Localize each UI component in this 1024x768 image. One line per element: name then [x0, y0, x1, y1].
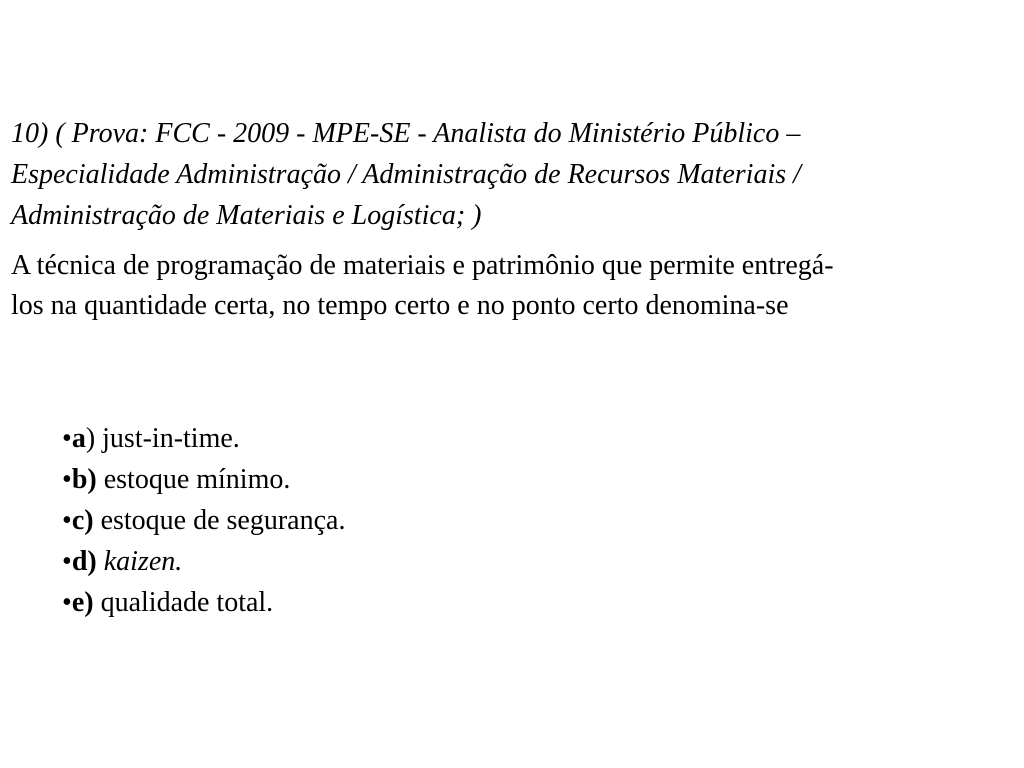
option-letter: a [71, 423, 86, 454]
answer-option-b [62, 459, 345, 500]
option-text: estoque mínimo. [96, 464, 291, 495]
option-suffix: ) [84, 505, 94, 536]
bullet: • [62, 546, 72, 577]
option-text: qualidade total. [93, 587, 274, 618]
question-header-line: Administração de Materiais e Logística; ) [11, 200, 482, 231]
option-text: kaizen. [96, 546, 183, 577]
option-suffix: ) [85, 423, 96, 454]
answer-options [62, 418, 345, 623]
question-statement-line: A técnica de programação de materiais e patrimônio que permite entregá- [11, 250, 834, 281]
option-suffix: ) [84, 587, 94, 618]
option-letter: e [71, 587, 85, 618]
answer-option-d [62, 541, 345, 582]
option-letter: c [71, 505, 85, 536]
answer-option-c [62, 500, 345, 541]
option-suffix: ) [87, 464, 97, 495]
bullet: • [62, 587, 72, 618]
question-statement-line: los na quantidade certa, no tempo certo e no ponto certo denomina-se [11, 290, 789, 321]
question-header-line: Especialidade Administração / Administração de Recursos Materiais / [11, 159, 801, 190]
option-text: estoque de segurança. [93, 505, 346, 536]
bullet: • [62, 423, 72, 454]
answer-option-a [62, 418, 345, 459]
answer-option-e [62, 582, 345, 623]
bullet: • [62, 505, 72, 536]
question-statement [11, 246, 1021, 326]
question-header [11, 113, 1016, 236]
option-suffix: ) [87, 546, 97, 577]
option-text: just-in-time. [95, 423, 240, 454]
bullet: • [62, 464, 72, 495]
option-letter: d [71, 546, 88, 577]
question-header-line: 10) ( Prova: FCC - 2009 - MPE-SE - Analista do Ministério Público – [11, 118, 801, 149]
option-letter: b [71, 464, 88, 495]
